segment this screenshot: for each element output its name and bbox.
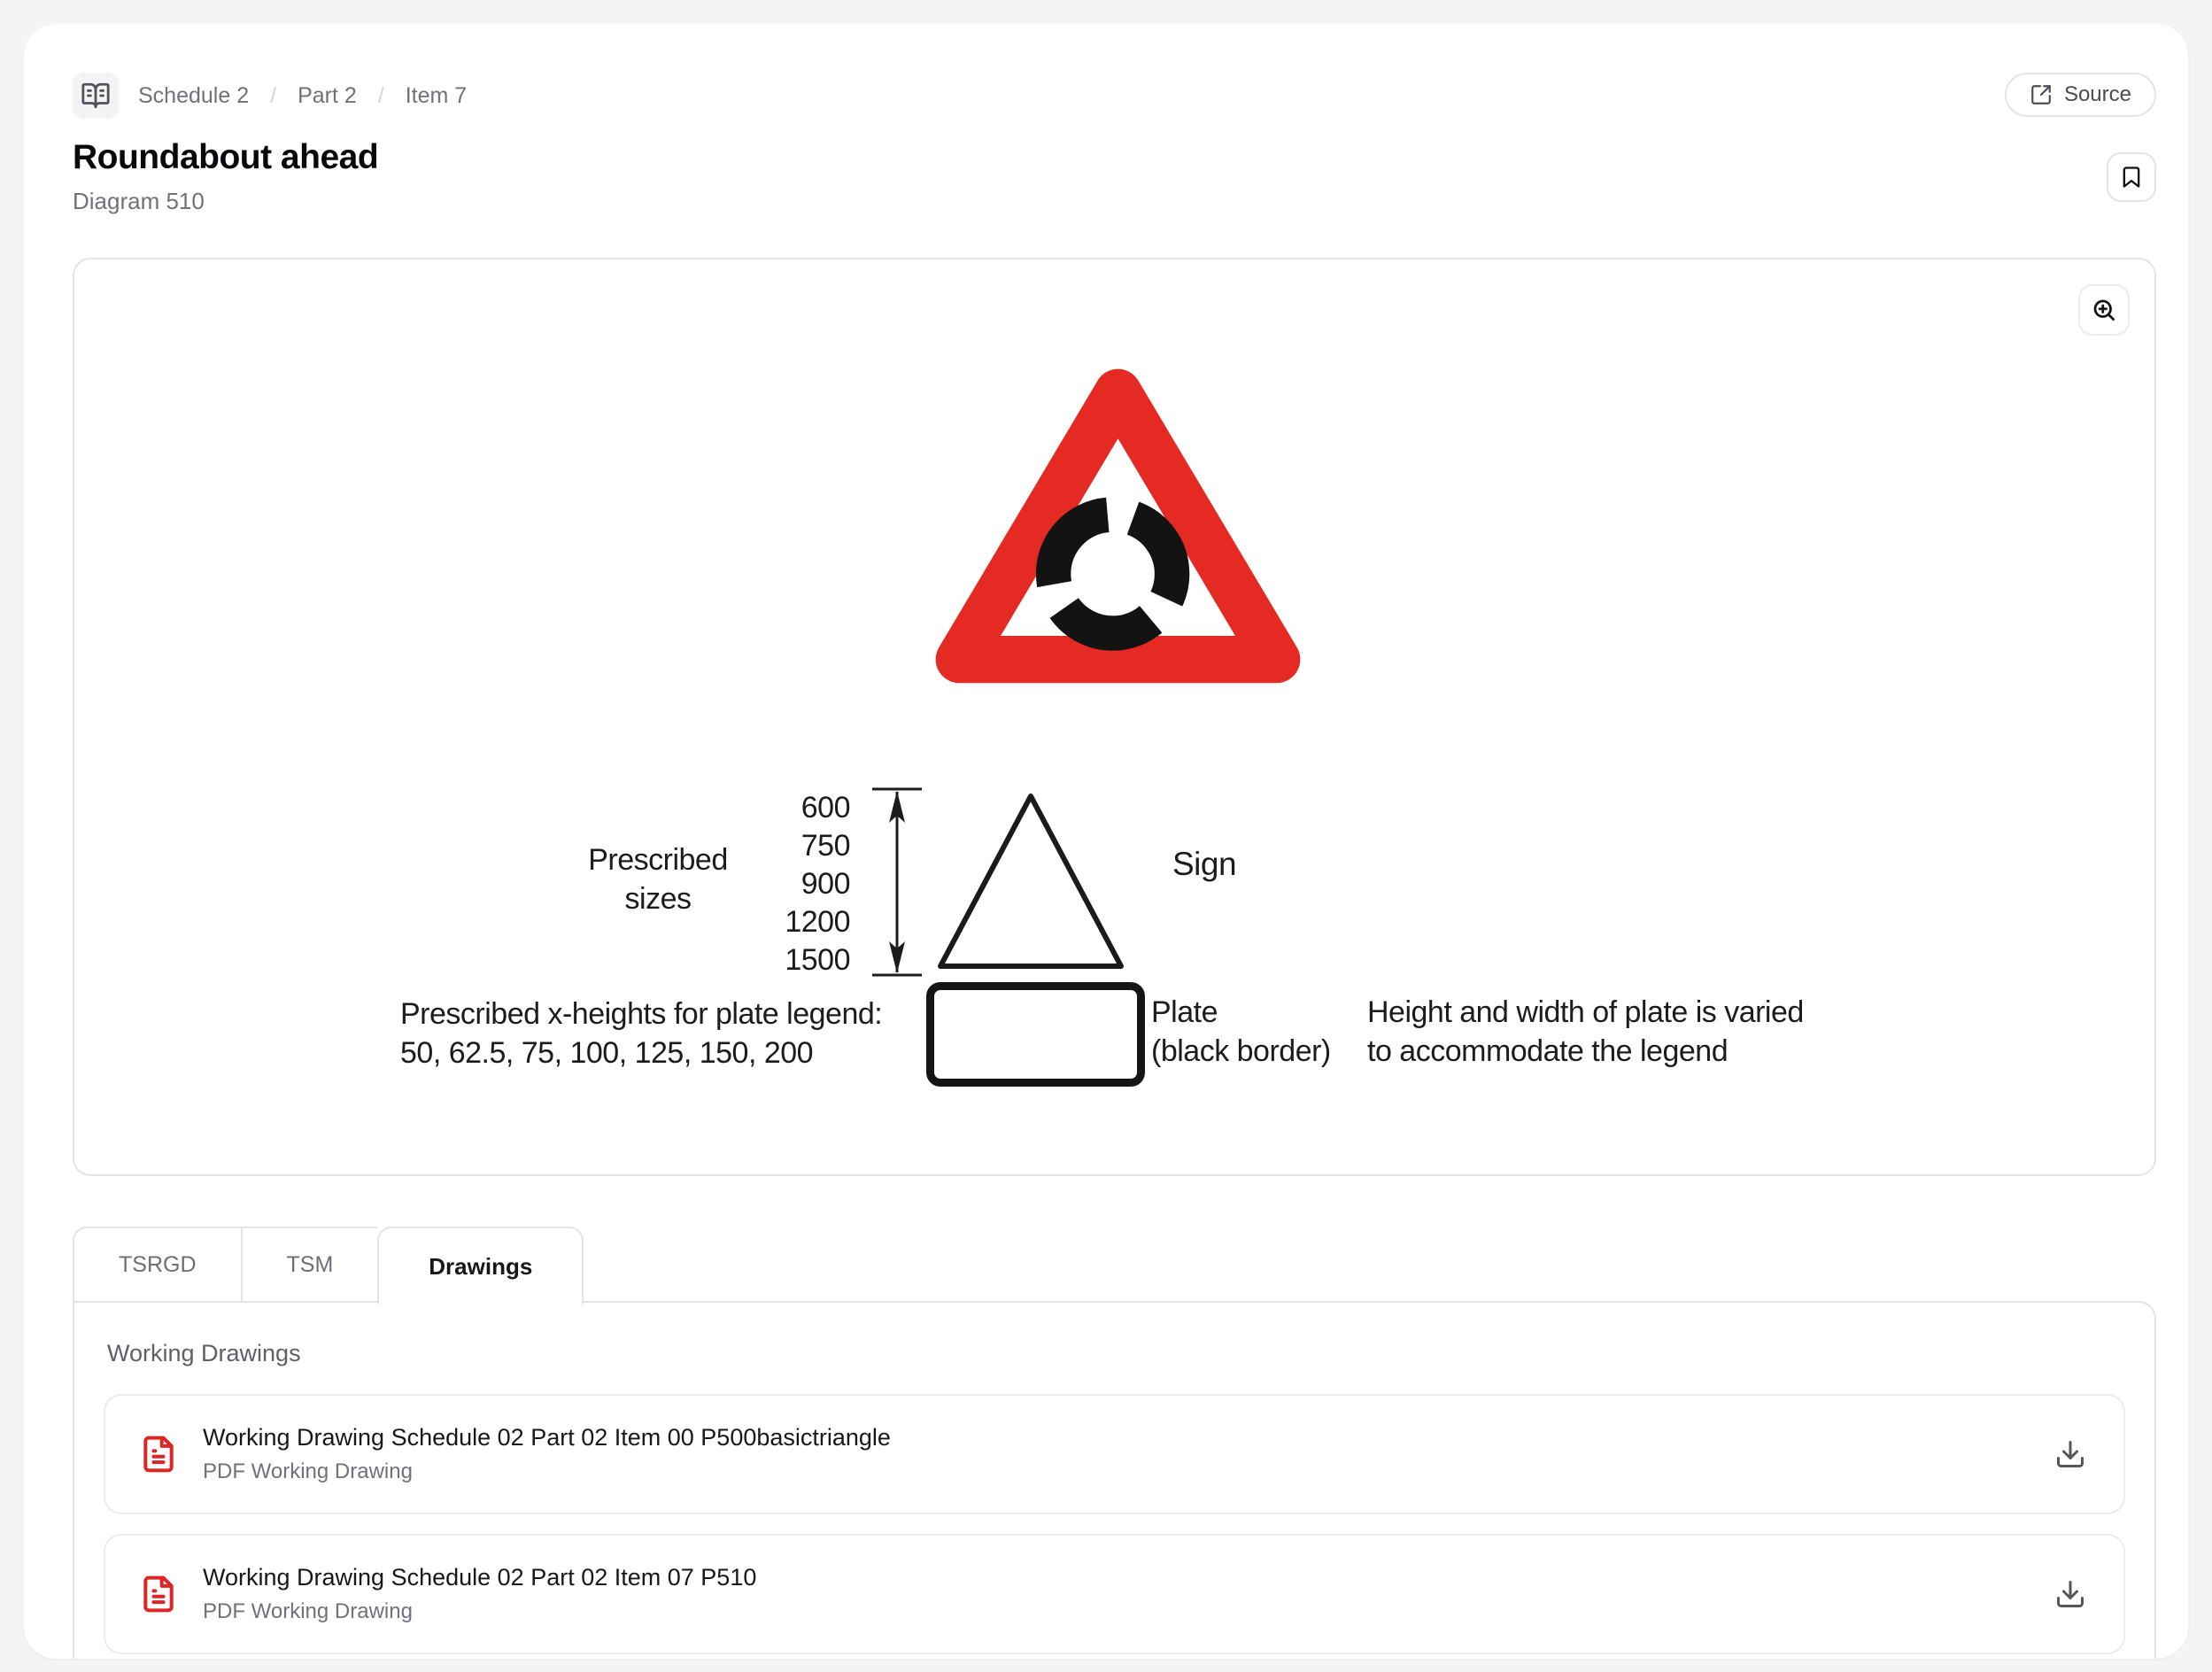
file-title: Working Drawing Schedule 02 Part 02 Item 07 P510 [203, 1564, 757, 1591]
bookmark-icon [2119, 165, 2144, 190]
plate-callout-label: Plate (black border) [1151, 995, 1331, 1068]
breadcrumb-items [138, 83, 467, 109]
roundabout-sign-image [916, 347, 1320, 696]
section-title: Working Drawings [107, 1340, 301, 1366]
bookmark-button[interactable] [2107, 152, 2156, 202]
plate-outline [926, 982, 1145, 1087]
file-title: Working Drawing Schedule 02 Part 02 Item 00 P500basictriangle [203, 1424, 891, 1451]
tab-tsm[interactable]: TSM [241, 1227, 378, 1303]
sign-outline-triangle [930, 787, 1132, 975]
header-left [73, 73, 467, 215]
tab-tsrgd[interactable]: TSRGD [73, 1227, 241, 1303]
page-title: Roundabout ahead [73, 138, 379, 176]
file-subtitle: PDF Working Drawing [203, 1459, 413, 1483]
tab-drawings[interactable]: Drawings [377, 1227, 584, 1304]
pdf-file-icon [139, 1435, 178, 1474]
header-actions [2005, 73, 2156, 202]
file-info [203, 1564, 2024, 1624]
breadcrumb-item-part[interactable]: Part 2 [298, 82, 357, 108]
pdf-file-icon [139, 1575, 178, 1614]
source-button[interactable] [2005, 73, 2156, 117]
breadcrumb-separator: / [270, 82, 277, 108]
page-subtitle: Diagram 510 [73, 188, 205, 214]
xheights-note: Prescribed x-heights for plate legend: 50, 62.5, 75, 100, 125, 150, 200 [400, 997, 883, 1070]
dimension-arrow [870, 786, 924, 979]
download-icon [2054, 1578, 2086, 1610]
source-button-label: Source [2063, 82, 2131, 106]
book-badge [73, 73, 119, 119]
file-subtitle: PDF Working Drawing [203, 1599, 413, 1623]
download-button[interactable] [2049, 1433, 2092, 1475]
prescribed-sizes-values: 600 750 900 1200 1500 [785, 791, 850, 977]
zoom-in-icon [2091, 297, 2117, 323]
prescribed-sizes-label: Prescribed sizes [588, 843, 728, 916]
file-info [203, 1424, 2024, 1484]
content-card [24, 24, 2188, 1659]
download-button[interactable] [2049, 1573, 2092, 1615]
file-row[interactable] [104, 1534, 2125, 1654]
tab-bar [73, 1227, 2156, 1304]
sign-callout-label: Sign [1172, 846, 1237, 882]
plate-size-note: Height and width of plate is varied to accommodate the legend [1367, 995, 1804, 1068]
drawings-tab-panel [73, 1301, 2156, 1659]
breadcrumb-item-item[interactable]: Item 7 [405, 82, 468, 108]
page-header [73, 73, 2156, 215]
external-link-icon [2030, 83, 2053, 106]
breadcrumb-item-schedule[interactable]: Schedule 2 [138, 82, 250, 108]
breadcrumb-separator: / [377, 82, 384, 108]
diagram-panel [73, 258, 2156, 1176]
download-icon [2054, 1438, 2086, 1470]
zoom-in-button[interactable] [2078, 284, 2130, 336]
file-row[interactable] [104, 1394, 2125, 1514]
breadcrumb [73, 73, 467, 119]
book-open-icon [81, 81, 111, 111]
